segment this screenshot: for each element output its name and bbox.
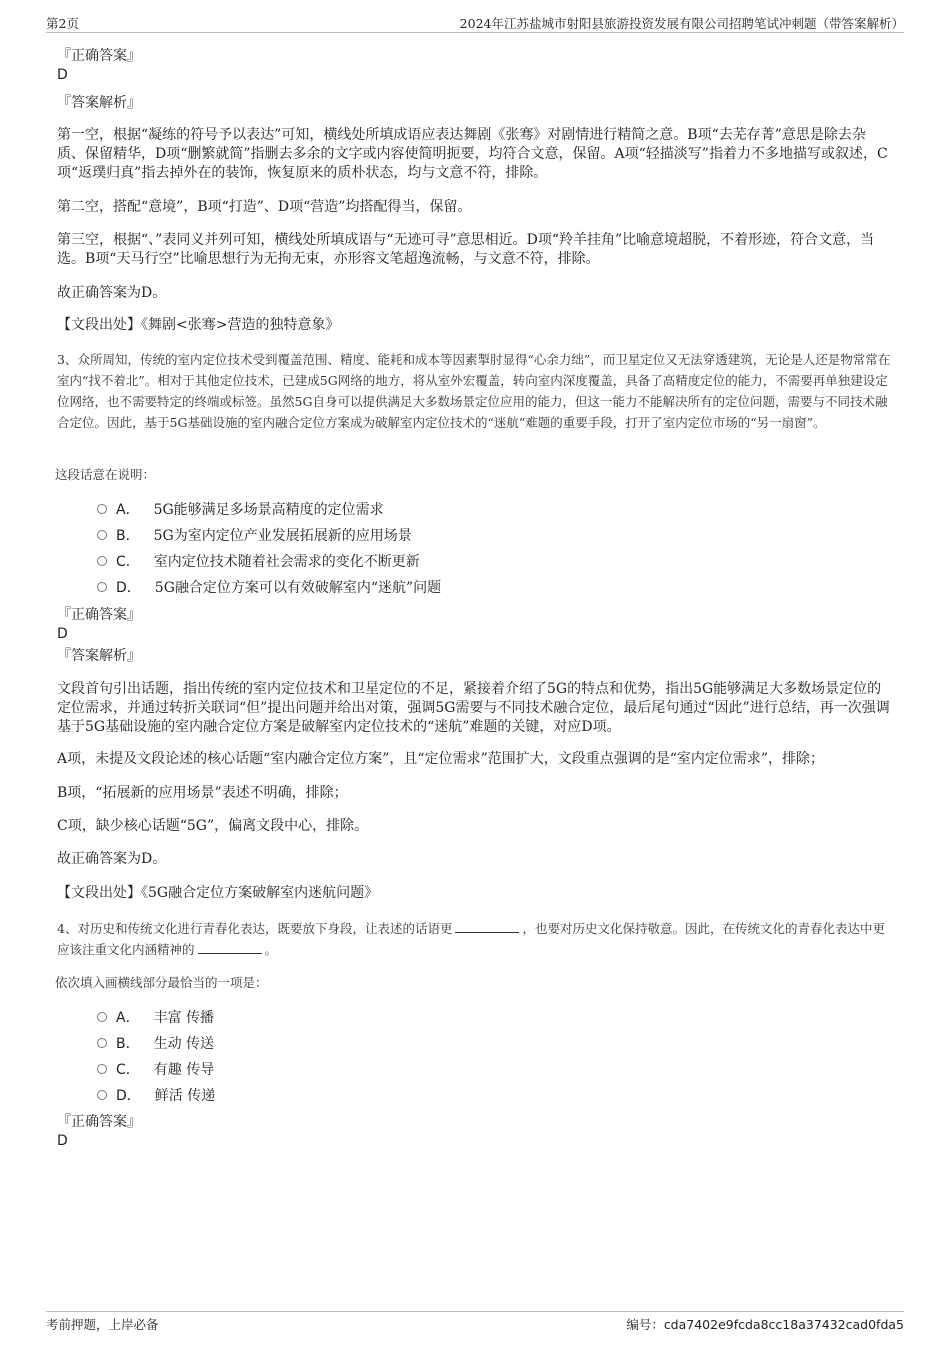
q2-analysis-para-2: 第二空，搭配“意境”，B项“打造”、D项“营造”均搭配得当，保留。 xyxy=(57,199,472,215)
radio-icon[interactable] xyxy=(97,1064,107,1074)
radio-icon[interactable] xyxy=(97,582,107,592)
radio-icon[interactable] xyxy=(97,530,107,540)
q3-option-a[interactable]: A． 5G能够满足多场景高精度的定位需求 xyxy=(97,500,384,520)
q4-option-d[interactable]: D． 鲜活 传递 xyxy=(97,1086,215,1106)
q4-option-b[interactable]: B． 生动 传送 xyxy=(97,1034,214,1054)
blank-2[interactable] xyxy=(198,941,262,954)
q4-answer: D xyxy=(57,1133,68,1149)
q4-option-a[interactable]: A． 丰富 传播 xyxy=(97,1008,214,1028)
q3-answer: D xyxy=(57,626,68,642)
q3-prompt: 这段话意在说明： xyxy=(55,467,156,482)
q3-conclusion: 故正确答案为D。 xyxy=(57,851,167,867)
document-id: 编号：cda7402e9fcda8cc18a37432cad0fda5 xyxy=(626,1317,904,1332)
q2-answer-label: 『正确答案』 xyxy=(57,48,141,64)
document-title: 2024年江苏盐城市射阳县旅游投资发展有限公司招聘笔试冲刺题（带答案解析） xyxy=(459,16,904,31)
q3-analysis-para-3: B项，“拓展新的应用场景”表述不明确，排除； xyxy=(57,785,348,801)
q2-analysis-label: 『答案解析』 xyxy=(57,95,141,111)
q3-analysis-label: 『答案解析』 xyxy=(57,648,141,664)
q2-answer: D xyxy=(57,67,68,83)
radio-icon[interactable] xyxy=(97,1038,107,1048)
page-number: 第2页 xyxy=(46,16,79,31)
q3-answer-label: 『正确答案』 xyxy=(57,607,141,623)
page-footer xyxy=(46,1311,904,1336)
q3-source: 【文段出处】《5G融合定位方案破解室内迷航问题》 xyxy=(57,885,379,901)
q2-source: 【文段出处】《舞剧<张骞>营造的独特意象》 xyxy=(57,317,340,333)
radio-icon[interactable] xyxy=(97,1012,107,1022)
radio-icon[interactable] xyxy=(97,556,107,566)
radio-icon[interactable] xyxy=(97,1090,107,1100)
blank-1[interactable] xyxy=(455,920,519,933)
q3-analysis-para-1: 文段首句引出话题，指出传统的室内定位技术和卫星定位的不足，紧接着介绍了5G的特点和优势，指出5G能够满足大多数场景定位的定位需求，并通过转折关联词“但”提出问题并给出对策，强调5G需要与不同技术融合定位，最后尾句通过“因此”进行总结，再一次强调基于5G基础设施的室内融合定位方案是破解室内定位技术的“迷航”难题的关键，对应D项。 xyxy=(57,681,890,735)
q4-stem: 4、对历史和传统文化进行青春化表达，既要放下身段，让表述的话语更 ，也要对历史文化保持敬意。因此，在传统文化的青春化表达中更应该注重文化内涵精神的 。 xyxy=(57,921,885,957)
q3-stem: 3、众所周知，传统的室内定位技术受到覆盖范围、精度、能耗和成本等因素掣肘显得“心余力绌”，而卫星定位又无法穿透建筑，无论是人还是物常常在室内“找不着北”。相对于其他定位技术，已建成5G网络的地方，将从室外宏覆盖，转向室内深度覆盖，具备了高精度定位的能力，不需要再单独建设定位网络，也不需要特定的终端或标签。虽然5G自身可以提供满足大多数场景定位应用的能力，但这一能力不能解决所有的定位问题，需要与不同技术融合定位。因此，基于5G基础设施的室内融合定位方案成为破解室内定位技术的“迷航”难题的重要手段，打开了室内定位市场的“另一扇窗”。 xyxy=(57,352,891,430)
q3-analysis-para-2: A项，未提及文段论述的核心话题“室内融合定位方案”，且“定位需求”范围扩大，文段重点强调的是“室内定位需求”，排除； xyxy=(57,751,825,767)
q2-analysis-para-1: 第一空，根据“凝练的符号予以表达”可知，横线处所填成语应表达舞剧《张骞》对剧情进行精简之意。B项“去芜存菁”意思是除去杂质、保留精华，D项“删繁就简”指删去多余的文字或内容使简明扼要，均符合文意，保留。A项“轻描淡写”指着力不多地描写或叙述，C项“返璞归真”指去掉外在的装饰，恢复原来的质朴状态，均与文意不符，排除。 xyxy=(57,127,888,181)
q3-analysis-para-4: C项，缺少核心话题“5G”，偏离文段中心，排除。 xyxy=(57,818,369,834)
footer-slogan: 考前押题，上岸必备 xyxy=(46,1317,159,1332)
radio-icon[interactable] xyxy=(97,504,107,514)
q2-conclusion: 故正确答案为D。 xyxy=(57,285,167,301)
q4-answer-label: 『正确答案』 xyxy=(57,1114,141,1130)
q4-prompt: 依次填入画横线部分最恰当的一项是： xyxy=(55,975,268,990)
q3-option-c[interactable]: C． 室内定位技术随着社会需求的变化不断更新 xyxy=(97,552,420,572)
page-header xyxy=(46,10,904,33)
q4-option-c[interactable]: C． 有趣 传导 xyxy=(97,1060,214,1080)
q2-analysis-para-3: 第三空，根据“、”表同义并列可知，横线处所填成语与“无迹可寻”意思相近。D项“羚羊挂角”比喻意境超脱，不着形迹，符合文意，当选。B项“天马行空”比喻思想行为无拘无束，亦形容文笔超逸流畅，与文意不符，排除。 xyxy=(57,232,875,267)
q3-option-b[interactable]: B． 5G为室内定位产业发展拓展新的应用场景 xyxy=(97,526,412,546)
q3-option-d[interactable]: D． 5G融合定位方案可以有效破解室内“迷航”问题 xyxy=(97,578,441,598)
